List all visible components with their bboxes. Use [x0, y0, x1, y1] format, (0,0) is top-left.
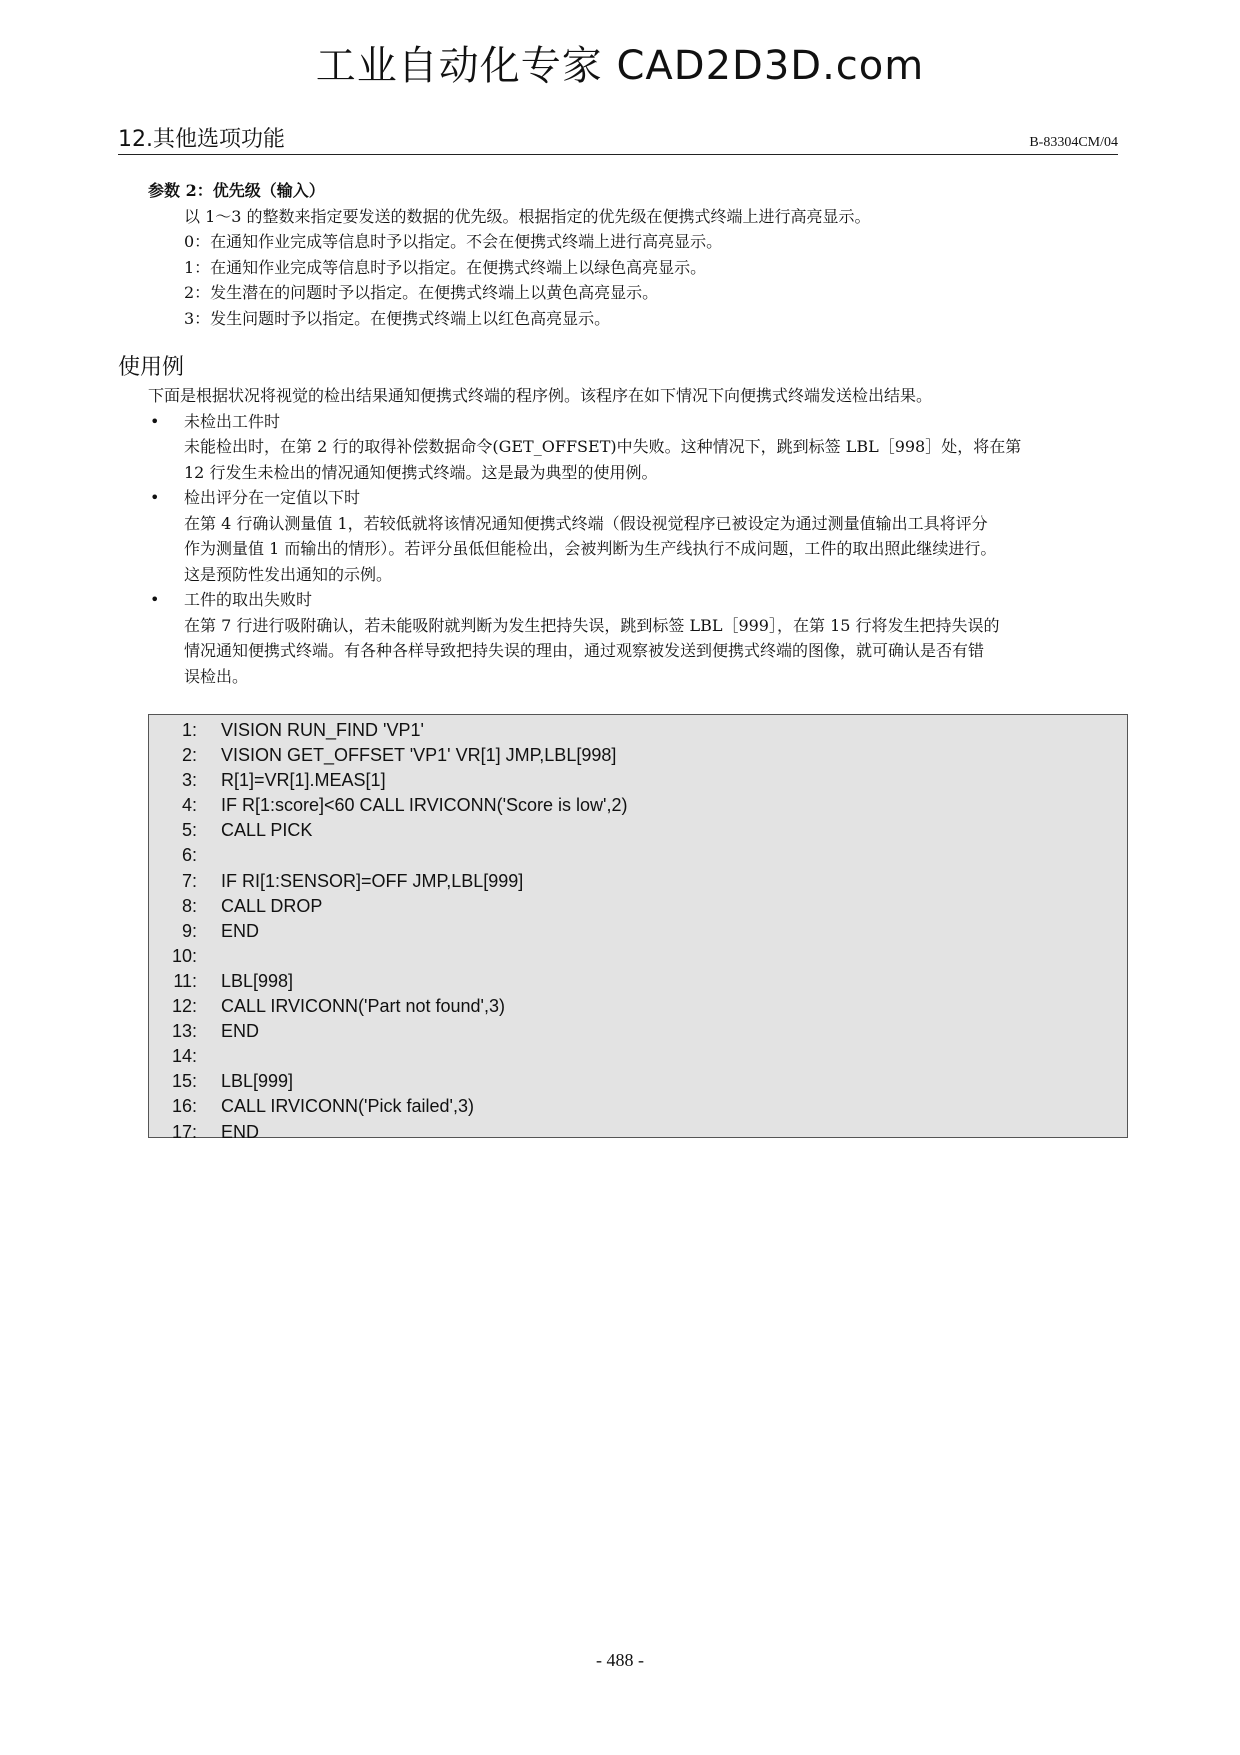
example-heading: 使用例: [118, 355, 185, 380]
bullet-text-line: 12 行发生未检出的情况通知便携式终端。这是最为典型的使用例。: [184, 462, 658, 482]
bullet-heading: 检出评分在一定值以下时: [184, 488, 361, 507]
watermark-title: 工业自动化专家 CAD2D3D.com: [315, 43, 925, 89]
code-line: [149, 1120, 1127, 1145]
code-text: LBL[998]: [221, 970, 294, 991]
page-number: - 488 -: [596, 1650, 644, 1670]
line-number: 15:: [171, 1071, 197, 1092]
bullet-dot-icon: •: [150, 590, 160, 609]
line-number: 7:: [181, 870, 197, 891]
line-number: 4:: [181, 795, 197, 816]
bullet-dot-icon: •: [150, 411, 160, 431]
code-line: [149, 1044, 1127, 1069]
bullet-text-line: 误检出。: [184, 666, 249, 686]
code-text: CALL DROP: [221, 895, 323, 916]
line-number: 1:: [181, 720, 197, 740]
bullet-text-line: 作为测量值 1 而输出的情形）。若评分虽低但能检出，会被判断为生产线执行不成问题，工件的取出照此继续进行。: [184, 539, 997, 558]
bullet-dot-icon: •: [150, 488, 160, 507]
bullet-text-line: 在第 4 行确认测量值 1，若较低就将该情况通知便携式终端（假设视觉程序已被设定为通过测量值输出工具将评分: [184, 513, 988, 533]
line-number: 11:: [173, 970, 197, 991]
section-title: 12.其他选项功能: [118, 127, 285, 152]
code-line: [149, 869, 1127, 894]
bullet-text-line: 在第 7 行进行吸附确认，若未能吸附就判断为发生把持失误，跳到标签 LBL［999］，在第 15 行将发生把持失误的: [184, 615, 1000, 635]
line-number: 13:: [171, 1021, 197, 1042]
param-description: 以 1～3 的整数来指定要发送的数据的优先级。根据指定的优先级在便携式终端上进行高亮显示。: [184, 206, 871, 226]
code-line: [149, 1094, 1127, 1119]
bullet-text-line: 这是预防性发出通知的示例。: [184, 564, 393, 584]
line-number: 6:: [181, 845, 197, 866]
code-line: [149, 1019, 1127, 1044]
code-line: [149, 743, 1127, 768]
line-number: 5:: [181, 820, 197, 841]
page-header: [118, 124, 1118, 155]
code-text: END: [221, 920, 260, 941]
line-number: 9:: [181, 920, 197, 941]
bullet-item: [150, 409, 1128, 486]
bullet-item: [150, 587, 1128, 689]
code-text: CALL PICK: [221, 820, 313, 841]
line-number: 2:: [181, 745, 197, 766]
code-text: LBL[999]: [221, 1071, 294, 1092]
code-text: CALL IRVICONN('Part not found',3): [221, 996, 505, 1017]
code-line: [149, 894, 1127, 919]
bullet-text-line: 情况通知便携式终端。有各种各样导致把持失误的理由，通过观察被发送到便携式终端的图像，就可确认是否有错: [184, 641, 985, 660]
document-number: B-83304CM/04: [1029, 135, 1118, 150]
code-text: END: [221, 1121, 260, 1142]
line-number: 3:: [181, 770, 197, 791]
line-number: 8:: [181, 895, 197, 916]
code-text: IF R[1:score]<60 CALL IRVICONN('Score is low',2): [221, 795, 628, 816]
line-number: 12:: [171, 996, 197, 1017]
code-line: [149, 718, 1127, 743]
code-text: R[1]=VR[1].MEAS[1]: [221, 770, 386, 791]
line-number: 14:: [171, 1046, 197, 1067]
code-line: [149, 793, 1127, 818]
line-number: 17:: [171, 1121, 197, 1142]
code-line: [149, 843, 1127, 868]
param-title: 参数 2：优先级（输入）: [148, 181, 325, 200]
bullet-heading: 工件的取出失败时: [184, 590, 313, 609]
bullet-heading: 未检出工件时: [184, 411, 281, 431]
code-line: [149, 768, 1127, 793]
code-listing: [148, 714, 1128, 1142]
code-text: CALL IRVICONN('Pick failed',3): [221, 1096, 474, 1117]
code-line: [149, 1069, 1127, 1094]
line-number: 10:: [171, 945, 197, 966]
example-intro: 下面是根据状况将视觉的检出结果通知便携式终端的程序例。该程序在如下情况下向便携式终端发送检出结果。: [148, 386, 933, 405]
main-content: [118, 178, 1128, 689]
bullet-item: [150, 485, 1128, 587]
code-line: [149, 919, 1127, 944]
code-line: [149, 969, 1127, 994]
bullet-text-line: 未能检出时，在第 2 行的取得补偿数据命令(GET_OFFSET)中失败。这种情况下，跳到标签 LBL［998］处，将在第: [184, 437, 1022, 456]
code-line: [149, 994, 1127, 1019]
code-line: [149, 818, 1127, 843]
code-text: VISION RUN_FIND 'VP1': [221, 720, 424, 740]
code-line: [149, 944, 1127, 969]
code-text: END: [221, 1021, 260, 1042]
param-item-3: 3：发生问题时予以指定。在便携式终端上以红色高亮显示。: [184, 308, 611, 328]
param-item-2: 2：发生潜在的问题时予以指定。在便携式终端上以黄色高亮显示。: [184, 283, 659, 302]
line-number: 16:: [171, 1096, 197, 1117]
param-item-1: 1：在通知作业完成等信息时予以指定。在便携式终端上以绿色高亮显示。: [184, 257, 707, 277]
param-item-0: 0：在通知作业完成等信息时予以指定。不会在便携式终端上进行高亮显示。: [184, 232, 723, 251]
code-text: IF RI[1:SENSOR]=OFF JMP,LBL[999]: [221, 870, 524, 891]
code-text: VISION GET_OFFSET 'VP1' VR[1] JMP,LBL[998]: [221, 745, 617, 766]
